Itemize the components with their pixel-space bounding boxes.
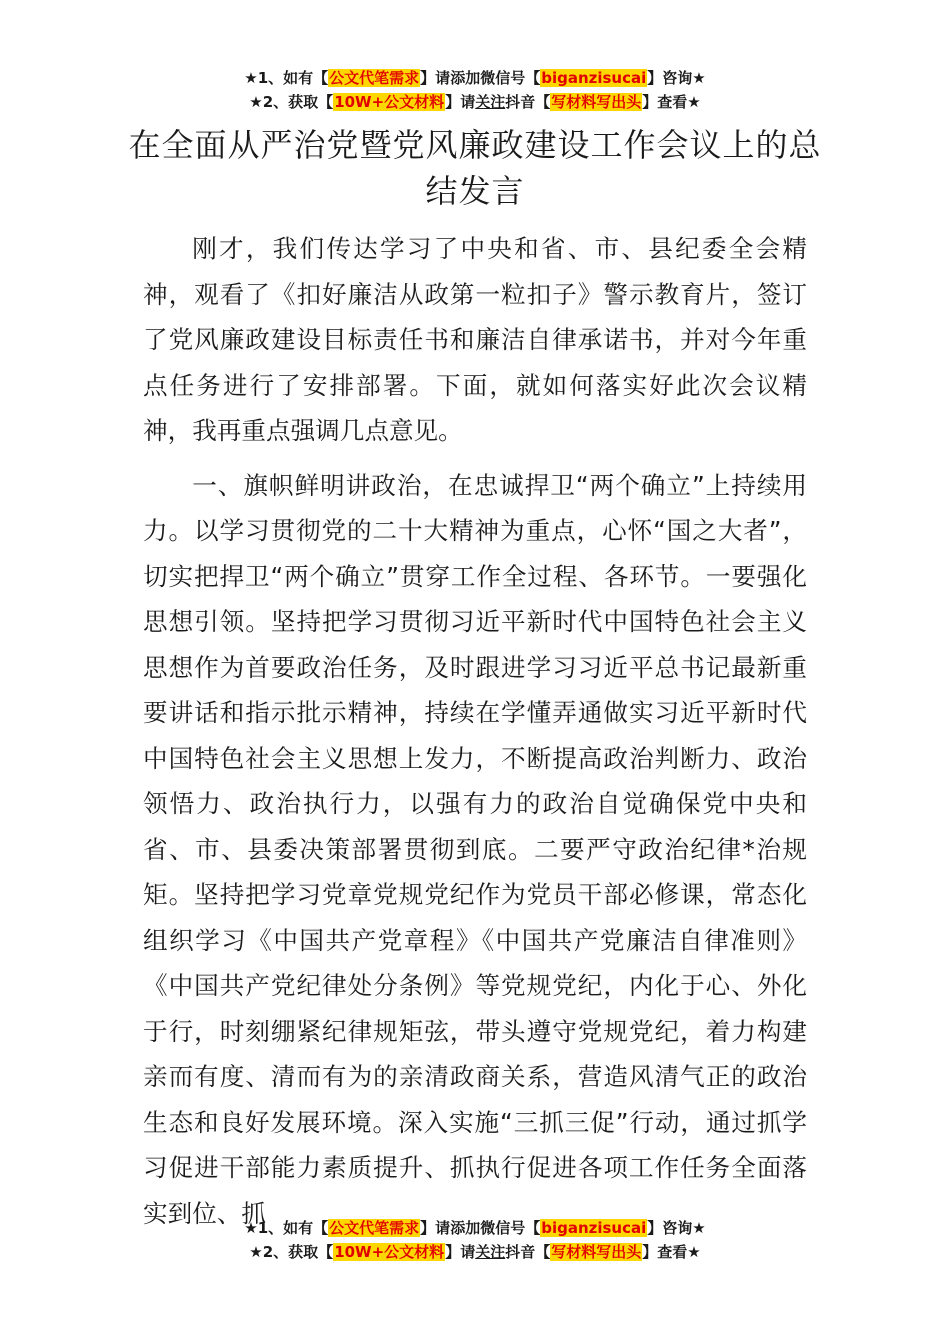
promo-text: ★1、如有【 <box>244 69 329 87</box>
promo-text: 】请 <box>445 1243 476 1261</box>
promo-text: 】请 <box>420 1219 451 1237</box>
promo-line-2 <box>0 90 950 114</box>
promo-emphasis: 添加 <box>450 1219 481 1237</box>
promo-text: ★2、获取【 <box>249 93 334 111</box>
promo-emphasis: 添加 <box>450 69 481 87</box>
promo-text: 】查看★ <box>642 93 701 111</box>
promo-text: 抖音【 <box>505 93 551 111</box>
promo-wechat-id: biganzisucai <box>541 1219 647 1237</box>
promo-highlight: 公文代笔需求 <box>329 69 420 87</box>
promo-text: ★2、获取【 <box>249 1243 334 1261</box>
promo-text: 微信号【 <box>480 1219 541 1237</box>
promo-text: 微信号【 <box>480 69 541 87</box>
promo-text: 抖音【 <box>505 1243 551 1261</box>
promo-text: ★1、如有【 <box>244 1219 329 1237</box>
promo-emphasis: 关注 <box>475 93 506 111</box>
promo-wechat-id: biganzisucai <box>541 69 647 87</box>
promo-highlight: 10W+公文材料 <box>334 1243 445 1261</box>
promo-douyin-id: 写材料写出头 <box>551 1243 642 1261</box>
promo-line-1 <box>0 66 950 90</box>
promo-line-2 <box>0 1240 950 1264</box>
promo-text: 】请 <box>445 93 476 111</box>
promo-emphasis: 关注 <box>475 1243 506 1261</box>
footer-promo-banner <box>0 1216 950 1264</box>
paragraph-section-1: 一、旗帜鲜明讲政治，在忠诚捍卫“两个确立”上持续用力。以学习贯彻党的二十大精神为重点，心怀“国之大者”，切实把捍卫“两个确立”贯穿工作全过程、各环节。一要强化思想引领。坚持把学习贯彻习近平新时代中国特色社会主义思想作为首要政治任务，及时跟进学习习近平总书记最新重要讲话和指示批示精神，持续在学懂弄通做实习近平新时代中国特色社会主义思想上发力，不断提高政治判断力、政治领悟力、政治执行力，以强有力的政治自觉确保党中央和省、市、县委决策部署贯彻到底。二要严守政治纪律*治规矩。坚持把学习党章党规党纪作为党员干部必修课，常态化组织学习《中国共产党章程》《中国共产党廉洁自律准则》《中国共产党纪律处分条例》等党规党纪，内化于心、外化于行，时刻绷紧纪律规矩弦，带头遵守党规党纪，着力构建亲而有度、清而有为的亲清政商关系，营造风清气正的政治生态和良好发展环境。深入实施“三抓三促”行动，通过抓学习促进干部能力素质提升、抓执行促进各项工作任务全面落实到位、抓 <box>143 470 807 1228</box>
paragraph-intro: 刚才，我们传达学习了中央和省、市、县纪委全会精神，观看了《扣好廉洁从政第一粒扣子》警示教育片，签订了党风廉政建设目标责任书和廉洁自律承诺书，并对今年重点任务进行了安排部署。下面，就如何落实好此次会议精神，我再重点强调几点意见。 <box>143 234 807 445</box>
promo-line-1 <box>0 1216 950 1240</box>
promo-text: 】咨询★ <box>647 69 706 87</box>
header-promo-banner <box>0 66 950 114</box>
promo-text: 】咨询★ <box>647 1219 706 1237</box>
promo-highlight: 10W+公文材料 <box>334 93 445 111</box>
document-title: 在全面从严治党暨党风廉政建设工作会议上的总结发言 <box>128 126 822 210</box>
promo-text: 】查看★ <box>642 1243 701 1261</box>
promo-douyin-id: 写材料写出头 <box>551 93 642 111</box>
document-body <box>143 226 807 1245</box>
promo-highlight: 公文代笔需求 <box>329 1219 420 1237</box>
promo-text: 】请 <box>420 69 451 87</box>
